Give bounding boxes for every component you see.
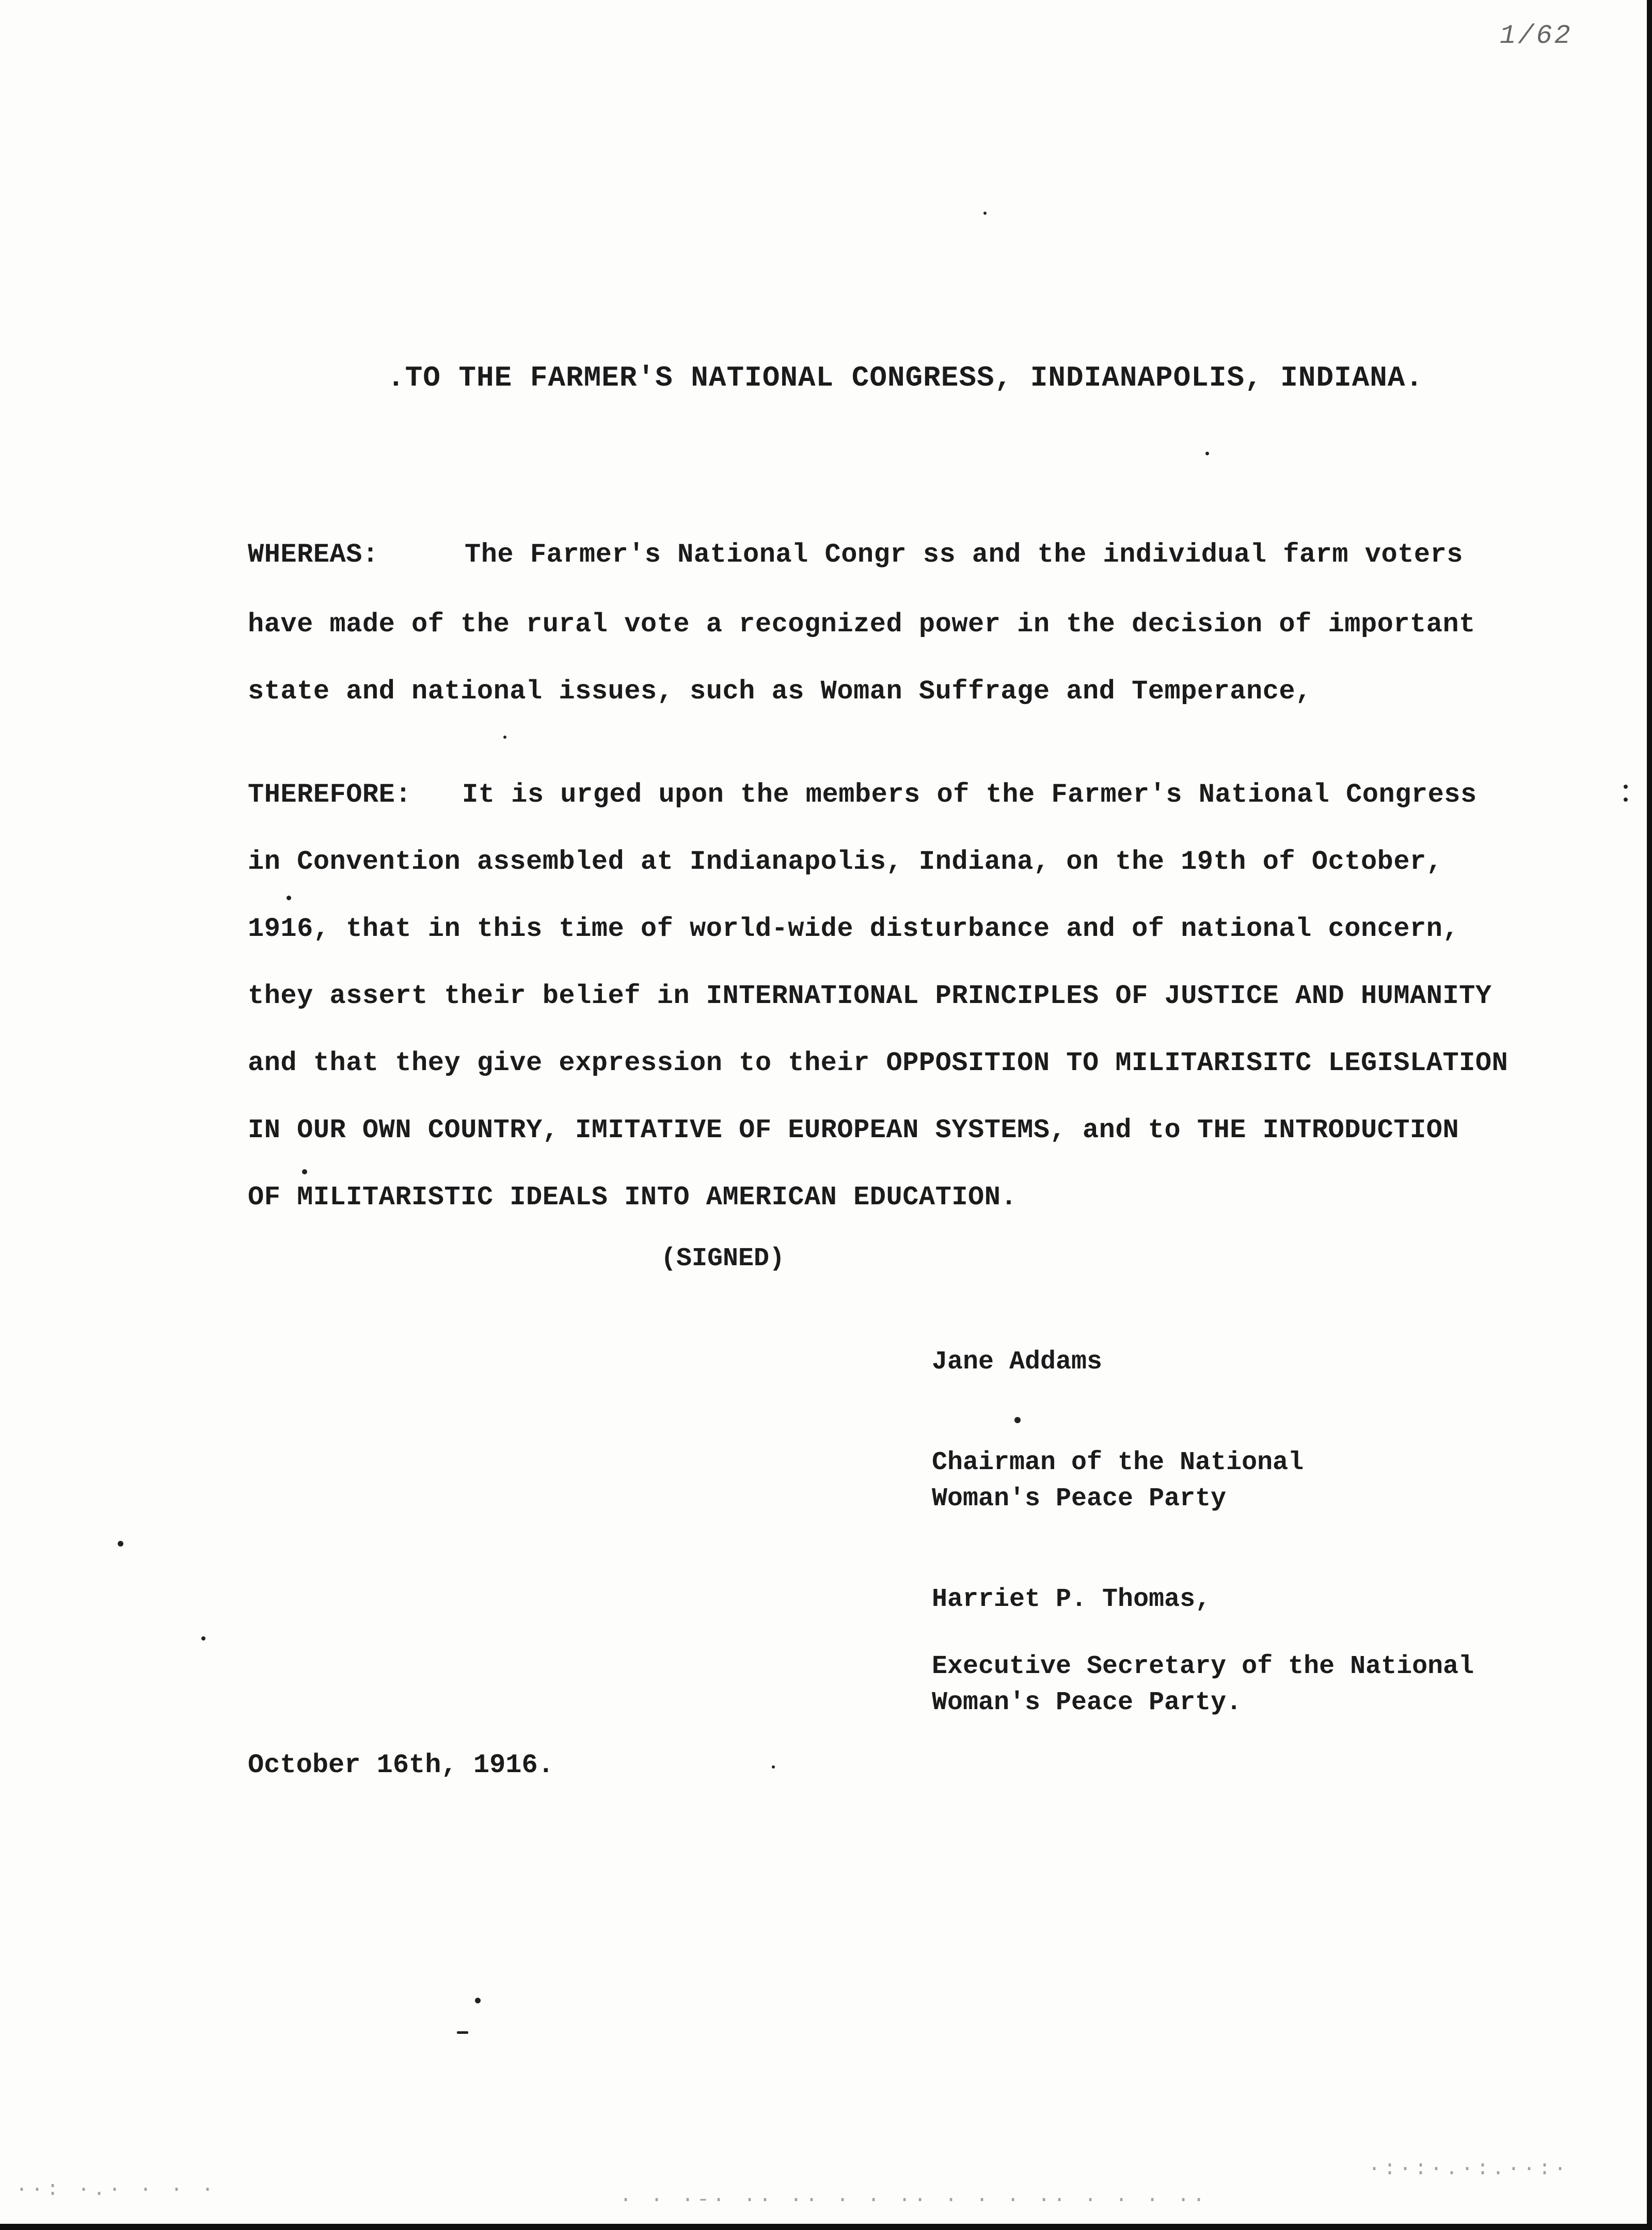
archive-mark: 1/62 (1500, 21, 1572, 51)
scan-speck (503, 736, 506, 739)
scan-border-right (1647, 0, 1652, 2230)
therefore-line-6: IN OUR OWN COUNTRY, IMITATIVE OF EUROPEAN SYSTEMS, and to THE INTRODUCTION (248, 1115, 1459, 1145)
scan-speck (475, 1998, 481, 2003)
document-date: October 16th, 1916. (248, 1750, 554, 1780)
scan-speck (1624, 798, 1628, 802)
therefore-text-1: It is urged upon the members of the Farmer's National Congress (462, 779, 1477, 810)
signatory-1-name: Jane Addams (932, 1347, 1103, 1377)
scan-scuff: · · ·-· ·· ·· · · ·· · · · ·· · · · ·· (620, 2189, 1209, 2212)
scan-speck (772, 1765, 775, 1769)
scan-scuff: ··: ·.· · · · (15, 2178, 217, 2202)
scan-speck (201, 1636, 205, 1640)
whereas-line-3: state and national issues, such as Woman Suffrage and Temperance, (248, 676, 1312, 707)
scan-speck (118, 1541, 123, 1547)
scan-scuff: ·:·:·.·:.··:· (1368, 2158, 1570, 2181)
therefore-line-5: and that they give expression to their OPPOSITION TO MILITARISITC LEGISLATION (248, 1048, 1508, 1078)
therefore-line-3: 1916, that in this time of world-wide disturbance and of national concern, (248, 914, 1459, 944)
scan-speck (1014, 1417, 1021, 1423)
therefore-label: THEREFORE: (248, 779, 412, 810)
signatory-2-title-line-2: Woman's Peace Party. (932, 1688, 1242, 1717)
scan-speck (302, 1169, 307, 1174)
whereas-text-1: The Farmer's National Congr ss and the individual farm voters (465, 539, 1464, 570)
signatory-1-title-line-1: Chairman of the National (932, 1448, 1304, 1477)
therefore-line-2: in Convention assembled at Indianapolis, Indiana, on the 19th of October, (248, 847, 1443, 877)
scan-speck (457, 2031, 468, 2034)
signatory-2-title-line-1: Executive Secretary of the National (932, 1652, 1474, 1681)
scan-speck (287, 896, 291, 900)
scan-border-bottom (0, 2224, 1652, 2230)
whereas-line-1 (248, 539, 1463, 570)
scan-speck (1205, 452, 1209, 455)
therefore-line-1 (248, 779, 1477, 810)
therefore-line-7: OF MILITARISTIC IDEALS INTO AMERICAN EDUCATION. (248, 1182, 1018, 1213)
signed-label: (SIGNED) (661, 1244, 785, 1273)
signatory-2-name: Harriet P. Thomas, (932, 1585, 1211, 1614)
document-title: .TO THE FARMER'S NATIONAL CONGRESS, INDIANAPOLIS, INDIANA. (387, 361, 1424, 394)
whereas-line-2: have made of the rural vote a recognized power in the decision of important (248, 609, 1475, 640)
whereas-label: WHEREAS: (248, 539, 379, 570)
therefore-line-4: they assert their belief in INTERNATIONAL PRINCIPLES OF JUSTICE AND HUMANITY (248, 981, 1492, 1011)
scan-speck (1624, 785, 1628, 789)
scan-speck (983, 212, 987, 215)
signatory-1-title-line-2: Woman's Peace Party (932, 1484, 1227, 1514)
